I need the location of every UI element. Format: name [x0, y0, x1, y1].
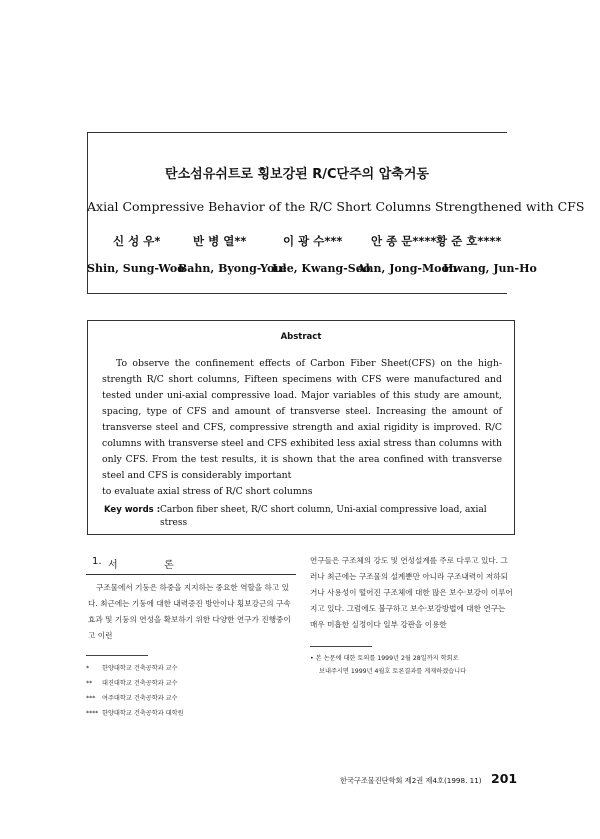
right-column-paragraph: 연구들은 구조체의 강도 및 연성설계를 주로 다루고 있다. 그러나 최근에는 구조물의 설계뿐만 아니라 구조내력이 저하되거나 사용성이 떨어진 구조체에 대한 많은 보수·보강이 이루어지고 있다. 그럼에도 불구하고 보수·보강방법에 대한 연구는 매우 미흡한 실정이다 일부 강판을 이용한 [310, 556, 513, 629]
author-en-3: Lee, Kwang-Soo [272, 262, 371, 275]
left-column-paragraph: 구조물에서 기둥은 하중을 지지하는 중요한 역할을 하고 있다. 최근에는 기둥에 대한 내력증진 방안이나 횡보강근의 구속효과 및 기둥의 연성을 확보하기 위한 다양한 연구가 진행중이고 이런 [88, 583, 291, 640]
section-title-part-1: 서 [108, 560, 118, 571]
author-ko-2: 반 병 열** [193, 234, 247, 248]
abstract-body [102, 356, 502, 500]
footnote-text-4: 한양대학교 건축공학과 대학원 [101, 710, 184, 717]
footnote-mark-4: **** [86, 710, 99, 717]
footnote-3 [86, 691, 296, 706]
abstract-heading: Abstract [280, 332, 322, 342]
footnote-text-1: 한양대학교 건축공학과 교수 [101, 665, 178, 672]
footnote-mark-1: * [86, 665, 90, 672]
author-ko-5: 황 준 호**** [436, 234, 502, 248]
footnote-mark-2: ** [86, 680, 93, 687]
section-rule [86, 574, 296, 575]
abstract-paragraph: To observe the confinement effects of Carbon Fiber Sheet(CFS) on the high-strength R/C short columns, Fifteen specimens with CFS were manufactured and tested under uni-axial compressive load. Major variables of this study are amount, spacing, type of CFS and amount of transverse steel. Increasing the amount of transverse steel and CFS, compressive strength and axial rigidity is improved. R/C columns with transverse steel and CFS exhibited less axial stress than columns with only CFS. From the test results, it is shown that the area confined with transverse steel and CFS is considerably important [102, 358, 502, 481]
footnotes-left [86, 661, 296, 721]
footnote-mark-3: *** [86, 695, 96, 702]
keywords-label: Key words : [104, 505, 161, 515]
footnote-right-line-2: 보내주시면 1999년 4월호 토론결과를 게재하겠습니다 [319, 668, 467, 675]
author-en-5: Hwang, Jun-Ho [443, 262, 537, 275]
author-en-2: Bahn, Byong-Youl [178, 262, 287, 275]
footnote-right-mark: • [310, 655, 314, 662]
footnote-1 [86, 661, 296, 676]
footnote-right-text-1: 본 논문에 대한 토의를 1999년 2월 28일까지 학회로 [315, 655, 459, 662]
journal-footer: 한국구조물진단학회 제2권 제4호(1998. 11) [340, 776, 482, 785]
left-column [88, 580, 296, 644]
footnote-text-3: 여주대학교 건축공학과 교수 [101, 695, 178, 702]
author-en-1: Shin, Sung-Woo [87, 262, 185, 275]
footnote-text-2: 대진대학교 건축공학과 교수 [101, 680, 178, 687]
title-korean: 탄소섬유쉬트로 횡보강된 R/C단주의 압축거동 [165, 167, 429, 182]
footnote-rule-right [310, 646, 372, 647]
author-en-4: Ahn, Jong-Moon [357, 262, 457, 275]
author-ko-1: 신 성 우* [113, 234, 161, 248]
keywords-text: Carbon fiber sheet, R/C short column, Uni-axial compressive load, axial stress [160, 505, 487, 528]
footnote-right-line-1 [310, 652, 515, 665]
author-ko-4: 안 종 문**** [371, 234, 437, 248]
title-english: Axial Compressive Behavior of the R/C Short Columns Strengthened with CFS [87, 199, 585, 214]
page-number: 201 [491, 771, 518, 786]
footnote-rule-left [86, 655, 148, 656]
section-heading [92, 556, 192, 570]
section-title-part-2: 론 [164, 560, 174, 571]
footnote-right [310, 652, 515, 678]
authors-english [87, 262, 537, 278]
abstract-paragraph-end: to evaluate axial stress of R/C short columns [102, 486, 313, 497]
section-number: 1. [92, 556, 102, 567]
footnote-4 [86, 706, 296, 721]
right-column [310, 553, 515, 633]
authors-korean [113, 233, 513, 249]
author-ko-3: 이 광 수*** [283, 234, 343, 248]
footnote-2 [86, 676, 296, 691]
